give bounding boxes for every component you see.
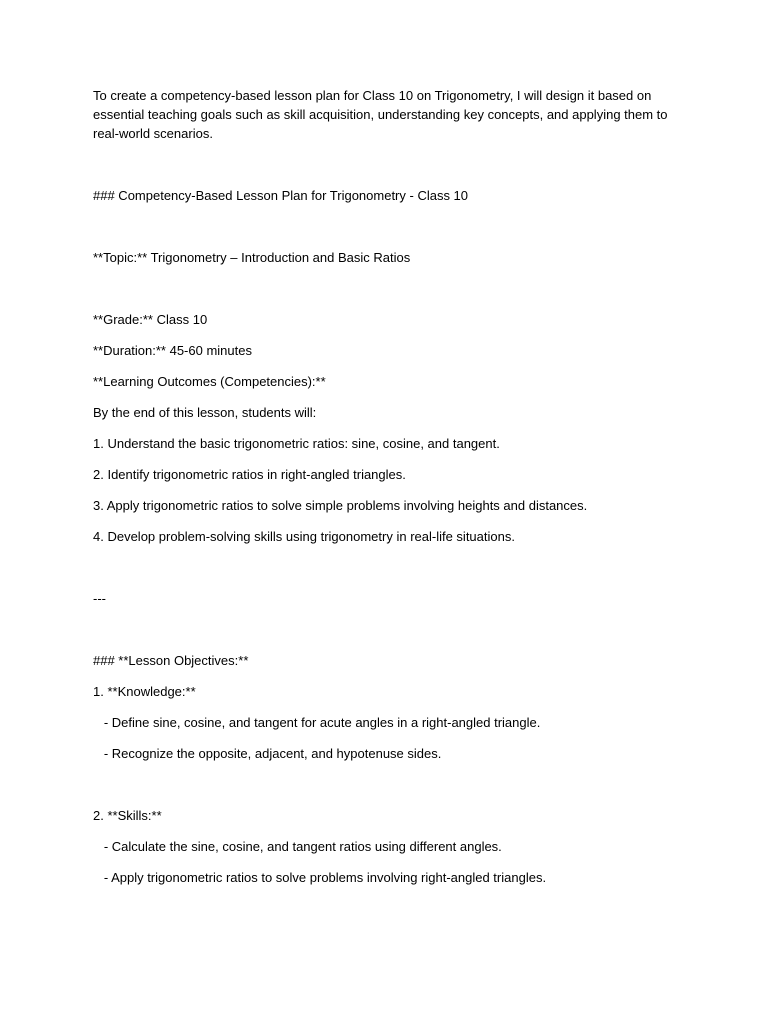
knowledge-heading: 1. **Knowledge:** xyxy=(93,684,196,699)
intro-paragraph: To create a competency-based lesson plan for Class 10 on Trigonometry, I will design it based on essential teaching goals such as skill acquisition, understanding key concepts, and applying them to real-world scenarios. xyxy=(93,88,672,141)
outcome-item: 1. Understand the basic trigonometric ratios: sine, cosine, and tangent. xyxy=(93,436,500,451)
duration-line: **Duration:** 45-60 minutes xyxy=(93,343,252,358)
skills-item: - Calculate the sine, cosine, and tangent ratios using different angles. xyxy=(93,839,502,854)
knowledge-item: - Recognize the opposite, adjacent, and hypotenuse sides. xyxy=(93,746,442,761)
skills-item: - Apply trigonometric ratios to solve problems involving right-angled triangles. xyxy=(93,870,547,885)
outcomes-heading: **Learning Outcomes (Competencies):** xyxy=(93,374,326,389)
outcome-item: 4. Develop problem-solving skills using trigonometry in real-life situations. xyxy=(93,529,515,544)
document-page xyxy=(93,86,683,887)
outcome-item: 2. Identify trigonometric ratios in right-angled triangles. xyxy=(93,467,406,482)
outcome-item: 3. Apply trigonometric ratios to solve simple problems involving heights and distances. xyxy=(93,498,588,513)
knowledge-item: - Define sine, cosine, and tangent for acute angles in a right-angled triangle. xyxy=(93,715,541,730)
outcomes-intro: By the end of this lesson, students will: xyxy=(93,405,317,420)
document-heading: ### Competency-Based Lesson Plan for Trigonometry - Class 10 xyxy=(93,188,469,203)
grade-line: **Grade:** Class 10 xyxy=(93,312,208,327)
skills-heading: 2. **Skills:** xyxy=(93,808,162,823)
topic-line: **Topic:** Trigonometry – Introduction and Basic Ratios xyxy=(93,250,411,265)
separator: --- xyxy=(93,591,106,606)
objectives-heading: ### **Lesson Objectives:** xyxy=(93,653,249,668)
